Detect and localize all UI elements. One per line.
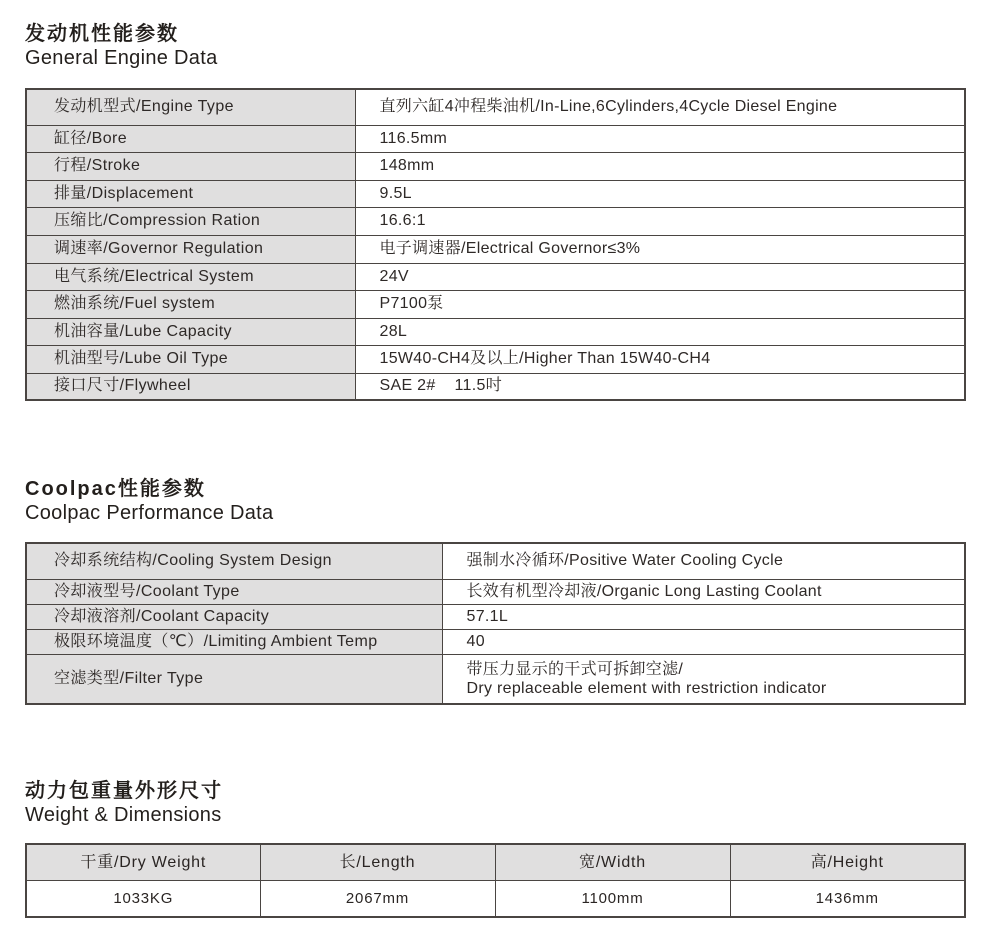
coolant-type-label: 冷却液型号/Coolant Type [26, 579, 442, 604]
table-row [26, 345, 965, 373]
displacement-label: 排量/Displacement [26, 180, 355, 207]
table-row [26, 579, 965, 604]
compression-ratio-label: 压缩比/Compression Ration [26, 207, 355, 235]
table-row [26, 207, 965, 235]
height-header: 高/Height [730, 844, 965, 881]
table-row [26, 318, 965, 345]
table-row [26, 152, 965, 180]
coolant-capacity-label: 冷却液溶剂/Coolant Capacity [26, 604, 442, 629]
length-value: 2067mm [260, 881, 495, 918]
filter-type-label: 空滤类型/Filter Type [26, 654, 442, 704]
table-row [26, 180, 965, 207]
limiting-ambient-temp-label: 极限环境温度（℃）/Limiting Ambient Temp [26, 629, 442, 654]
engine-title-cn: 发动机性能参数 [25, 23, 179, 45]
fuel-system-label: 燃油系统/Fuel system [26, 290, 355, 318]
engine-type-value: 直列六缸4冲程柴油机/In-Line,6Cylinders,4Cycle Diesel Engine [355, 89, 965, 125]
width-value: 1100mm [495, 881, 730, 918]
table-row [26, 290, 965, 318]
stroke-label: 行程/Stroke [26, 152, 355, 180]
electrical-system-value: 24V [355, 263, 965, 290]
dry-weight-header: 干重/Dry Weight [26, 844, 260, 881]
length-header: 长/Length [260, 844, 495, 881]
table-header-row [26, 844, 965, 881]
electrical-system-label: 电气系统/Electrical System [26, 263, 355, 290]
lube-capacity-value: 28L [355, 318, 965, 345]
lube-oil-type-value: 15W40-CH4及以上/Higher Than 15W40-CH4 [355, 345, 965, 373]
bore-label: 缸径/Bore [26, 125, 355, 152]
table-row [26, 263, 965, 290]
width-header: 宽/Width [495, 844, 730, 881]
height-value: 1436mm [730, 881, 965, 918]
filter-type-value [442, 654, 965, 704]
table-row [26, 654, 965, 704]
compression-ratio-value: 16.6:1 [355, 207, 965, 235]
flywheel-label: 接口尺寸/Flywheel [26, 373, 355, 400]
governor-regulation-value: 电子调速器/Electrical Governor≤3% [355, 235, 965, 263]
coolpac-title-en: Coolpac Performance Data [25, 502, 274, 524]
table-row [26, 89, 965, 125]
lube-oil-type-label: 机油型号/Lube Oil Type [26, 345, 355, 373]
engine-type-label: 发动机型式/Engine Type [26, 89, 355, 125]
table-row [26, 125, 965, 152]
coolant-type-value: 长效有机型冷却液/Organic Long Lasting Coolant [442, 579, 965, 604]
cooling-system-design-value: 强制水冷循环/Positive Water Cooling Cycle [442, 543, 965, 579]
filter-type-value-cn: 带压力显示的干式可拆卸空滤/ [466, 660, 684, 678]
displacement-value: 9.5L [355, 180, 965, 207]
coolpac-data-table [25, 542, 966, 705]
dry-weight-value: 1033KG [26, 881, 260, 918]
engine-data-table [25, 88, 966, 401]
weight-title-cn: 动力包重量外形尺寸 [25, 780, 223, 802]
coolant-capacity-value: 57.1L [442, 604, 965, 629]
bore-value: 116.5mm [355, 125, 965, 152]
engine-title-en: General Engine Data [25, 47, 218, 69]
table-row [26, 235, 965, 263]
table-row [26, 881, 965, 918]
coolpac-title-cn: Coolpac性能参数 [25, 478, 206, 500]
weight-dimensions-table [25, 843, 966, 918]
table-row [26, 629, 965, 654]
cooling-system-design-label: 冷却系统结构/Cooling System Design [26, 543, 442, 579]
table-row [26, 604, 965, 629]
governor-regulation-label: 调速率/Governor Regulation [26, 235, 355, 263]
weight-title-en: Weight & Dimensions [25, 804, 222, 826]
table-row [26, 373, 965, 400]
table-row [26, 543, 965, 579]
coolpac-section-heading [25, 477, 273, 525]
limiting-ambient-temp-value: 40 [442, 629, 965, 654]
filter-type-value-en: Dry replaceable element with restriction indicator [466, 679, 827, 697]
stroke-value: 148mm [355, 152, 965, 180]
flywheel-value: SAE 2# 11.5吋 [355, 373, 965, 400]
weight-section-heading [25, 779, 223, 827]
fuel-system-value: P7100泵 [355, 290, 965, 318]
lube-capacity-label: 机油容量/Lube Capacity [26, 318, 355, 345]
engine-section-heading [25, 22, 218, 70]
